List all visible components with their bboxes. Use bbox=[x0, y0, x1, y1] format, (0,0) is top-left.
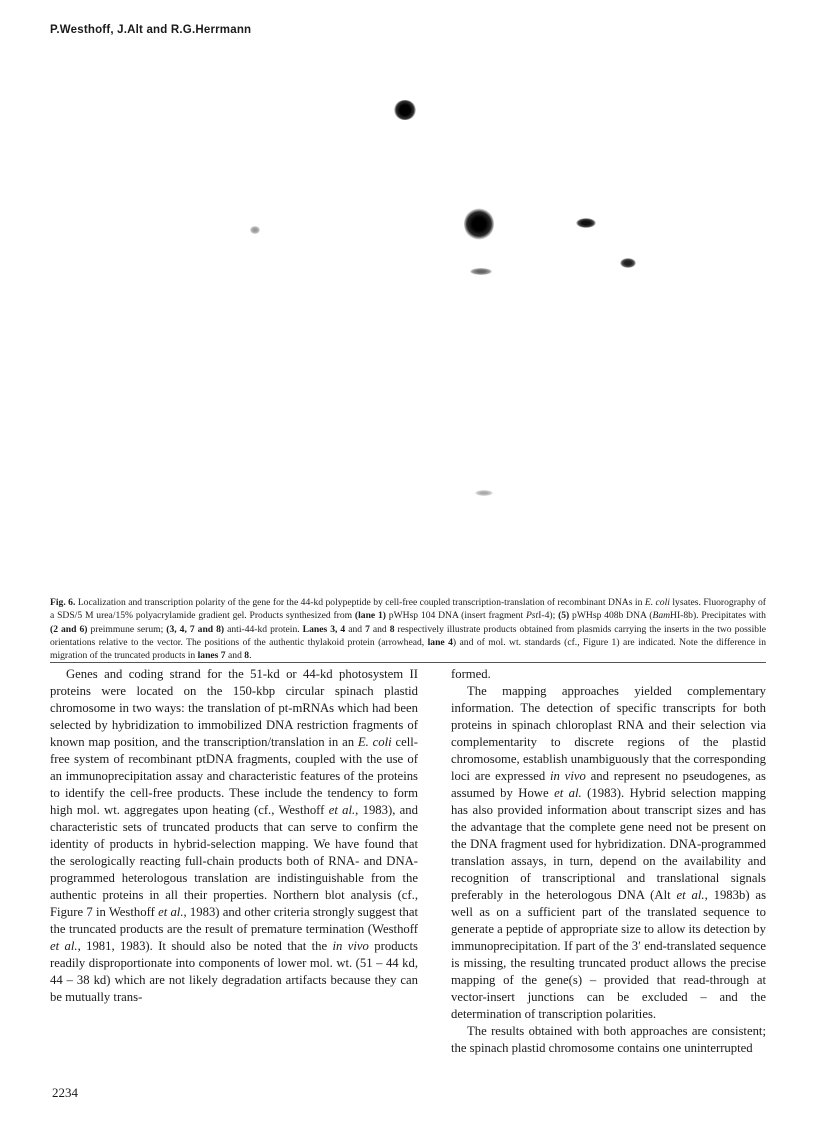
body-paragraph-continuation: formed. bbox=[451, 667, 491, 681]
gel-band-faint bbox=[470, 268, 492, 275]
caption-divider bbox=[50, 662, 766, 663]
gel-band bbox=[576, 218, 596, 228]
gel-band bbox=[394, 100, 416, 120]
body-column-left bbox=[50, 666, 418, 1006]
gel-band bbox=[620, 258, 636, 268]
body-column-right bbox=[451, 666, 766, 1057]
figure-caption: Fig. 6. Localization and transcription polarity of the gene for the 44-kd polypeptide by cell-free coupled transcription-translation of recombinant DNAs in E. coli lysates. Fluorography of a SDS/5 M urea/15% polyacrylamide gradient gel. Products synthesized from (lane 1) pWHsp 104 DNA (insert fragment PstI-4); (5) pWHsp 408b DNA (BamHI-8b). Precipitates with (2 and 6) preimmune serum; (3, 4, 7 and 8) anti-44-kd protein. Lanes 3, 4 and 7 and 8 respectively illustrate products obtained from plasmids carrying the inserts in the two possible orientations relative to the vector. The positions of the authentic thylakoid protein (arrowhead, lane 4) and of mol. wt. standards (cf., Figure 1) are indicated. Note the difference in migration of the truncated products in lanes 7 and 8. bbox=[50, 597, 767, 662]
gel-band bbox=[464, 208, 494, 240]
running-head-authors: P.Westhoff, J.Alt and R.G.Herrmann bbox=[50, 24, 252, 36]
body-paragraph: The results obtained with both approaches are consistent; the spinach plastid chromosome contains one uninterrupted bbox=[451, 1024, 766, 1055]
gel-fluorograph-figure bbox=[50, 50, 766, 590]
body-paragraph: The mapping approaches yielded complementary information. The detection of specific transcripts for both proteins in spinach chloroplast RNA and their selection via complementarity to discrete regions of the plastid chromosome, establish unambiguously that the corresponding loci are expressed in vivo and represent no pseudogenes, as assumed by Howe et al. (1983). Hybrid selection mapping has also provided information about transcript sizes and has the advantage that the complete gene need not be present on the DNA fragment used for hybridization. DNA-programmed translation assays, in turn, depend on the availability and recognition of transcriptional and translational signals preferably in the heterologous DNA (Alt et al., 1983b) as well as on a sufficient part of the translated sequence to generate a peptide of appropriate size to allow its detection by immunoprecipitation. If part of the 3′ end-translated sequence is missing, the resulting truncated product allows the precise mapping of the gene(s) – provided that read-through at vector-insert junctions can be excluded – and the determination of transcription polarities. bbox=[451, 684, 767, 1021]
gel-band-faint bbox=[250, 226, 260, 234]
body-paragraph: Genes and coding strand for the 51-kd or 44-kd photosystem II proteins were located on the 150-kbp circular spinach plastid chromosome in two ways: the translation of pt-mRNAs which had been selected by hybridization to immobilized DNA restriction fragments of known map position, and the transcription/translation in an E. coli cell-free system of recombinant ptDNA fragments, coupled with the use of an immunoprecipitation assay and characteristic features of the proteins to identify the cell-free products. These include the tendency to form high mol. wt. aggregates upon heating (cf., Westhoff et al., 1983), and characteristic sets of truncated products that can serve to confirm the identity of products in hybrid-selection mapping. We have found that the serologically reacting full-chain products both of RNA- and DNA-programmed heterologous translation are indistinguishable from the authentic proteins in all their properties. Northern blot analysis (cf., Figure 7 in Westhoff et al., 1983) and other criteria strongly suggest that the truncated products are the result of premature termination (Westhoff et al., 1981, 1983). It should also be noted that the in vivo products readily disproportionate into components of lower mol. wt. (51 – 44 kd, 44 – 38 kd) which are not likely degradation artifacts because they can be mutually trans- bbox=[50, 667, 419, 1004]
gel-band-faint bbox=[475, 490, 493, 496]
page-number: 2234 bbox=[52, 1085, 78, 1100]
